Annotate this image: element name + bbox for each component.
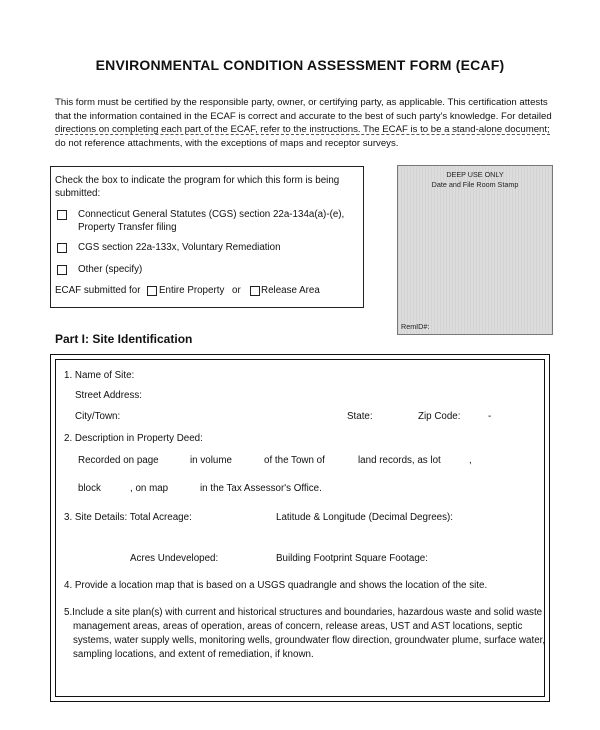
intro-line: that the information contained in the ECAF is correct and accurate to the best of such party's knowledge. For detailed (55, 110, 552, 122)
or-label: or (232, 285, 241, 296)
lat-long-label: Latitude & Longitude (Decimal Degrees): (276, 512, 453, 523)
zip-code-label: Zip Code: (418, 411, 461, 422)
program-instruction: Check the box to indicate the program for which this form is being (55, 175, 340, 186)
site-details-label: 3. Site Details: Total Acreage: (64, 512, 192, 523)
stamp-subheader: Date and File Room Stamp (431, 180, 519, 189)
part1-heading: Part I: Site Identification (55, 332, 193, 346)
city-town-label: City/Town: (75, 411, 121, 422)
site-plan-item: 5.Include a site plan(s) with current and historical structures and boundaries, hazardous waste and solid waste (64, 607, 543, 618)
voluntary-remediation-label: CGS section 22a-133x, Voluntary Remediation (78, 242, 281, 253)
lot-comma: , (469, 455, 472, 466)
deep-stamp-box (397, 165, 553, 335)
site-identification-inner (55, 359, 545, 697)
town-of-label: of the Town of (264, 455, 325, 466)
block-label: block (78, 483, 101, 494)
entire-property-label: Entire Property (159, 285, 225, 296)
intro-divider (55, 134, 550, 135)
location-map-item: 4. Provide a location map that is based on a USGS quadrangle and shows the location of the site. (64, 580, 488, 591)
other-program-checkbox[interactable] (57, 265, 67, 275)
cgs-property-transfer-label-cont: Property Transfer filing (78, 222, 177, 233)
zip-dash: - (488, 411, 492, 422)
recorded-on-page-label: Recorded on page (78, 455, 159, 466)
cgs-property-transfer-label: Connecticut General Statutes (CGS) section 22a-134a(a)-(e), (78, 209, 345, 220)
state-label: State: (347, 411, 373, 422)
tax-assessor-label: in the Tax Assessor's Office. (200, 483, 322, 494)
land-records-label: land records, as lot (358, 455, 441, 466)
site-plan-item-cont: systems, water supply wells, monitoring wells, groundwater flow direction, groundwater plume, surface water, (73, 635, 546, 646)
building-footprint-label: Building Footprint Square Footage: (276, 553, 428, 564)
release-area-checkbox[interactable] (250, 286, 260, 296)
site-plan-item-cont: sampling locations, and extent of remediation, if known. (73, 649, 314, 660)
site-plan-item-cont: management areas, areas of operation, areas of concern, release areas, UST and AST locations, septic (73, 621, 523, 632)
acres-undeveloped-label: Acres Undeveloped: (130, 553, 219, 564)
program-selection-box (50, 166, 364, 308)
street-address-label: Street Address: (75, 390, 142, 401)
form-title: ENVIRONMENTAL CONDITION ASSESSMENT FORM (ECAF) (95, 57, 505, 73)
intro-line: do not reference attachments, with the exceptions of maps and receptor surveys. (55, 137, 399, 149)
other-program-label: Other (specify) (78, 264, 143, 275)
release-area-label: Release Area (261, 285, 320, 296)
in-volume-label: in volume (190, 455, 232, 466)
description-label: 2. Description in Property Deed: (64, 433, 203, 444)
intro-paragraph (55, 96, 555, 150)
name-of-site-label: 1. Name of Site: (64, 370, 135, 381)
on-map-label: , on map (130, 483, 169, 494)
program-instruction-cont: submitted: (55, 188, 101, 199)
voluntary-remediation-checkbox[interactable] (57, 243, 67, 253)
stamp-header: DEEP USE ONLY (446, 170, 504, 179)
remid-label: RemID#: (401, 322, 430, 331)
entire-property-checkbox[interactable] (147, 286, 157, 296)
ecaf-submitted-for-label: ECAF submitted for (55, 285, 141, 296)
intro-line: directions on completing each part of the ECAF, refer to the instructions. The ECAF is to be a stand-alone document; (55, 124, 550, 136)
cgs-property-transfer-checkbox[interactable] (57, 210, 67, 220)
intro-line: This form must be certified by the responsible party, owner, or certifying party, as applicable. This certification attests (55, 97, 548, 108)
